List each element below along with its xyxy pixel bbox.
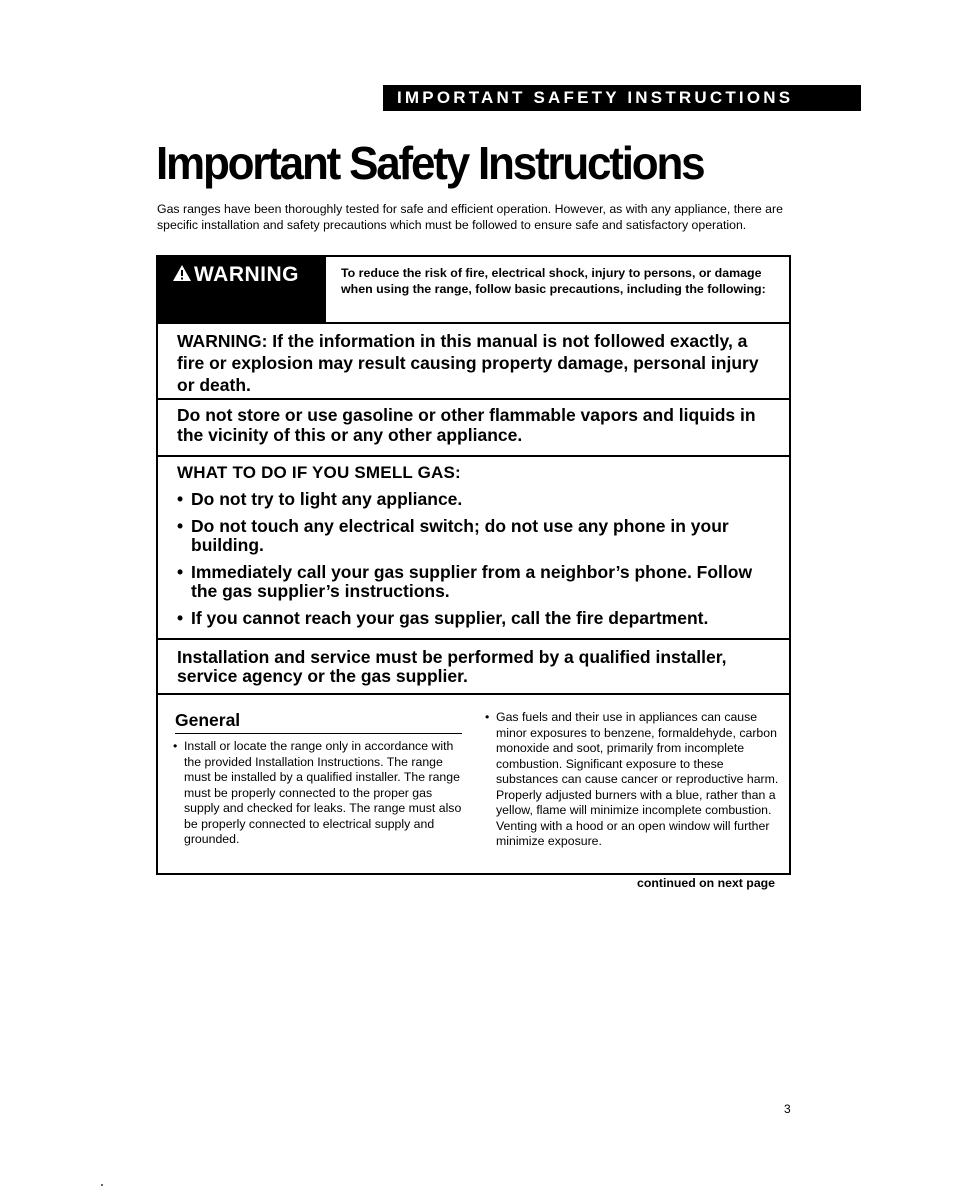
warning-intro: To reduce the risk of fire, electrical shock, injury to persons, or damage when using the range, follow basic precautions, including the following:	[341, 266, 766, 296]
list-item-text: Do not try to light any appliance.	[191, 489, 463, 509]
warning-triangle-icon	[172, 264, 192, 288]
page-number: 3	[784, 1102, 791, 1116]
installation-text: Installation and service must be performed by a qualified installer, service agency or the gas supplier.	[177, 647, 727, 686]
scan-speck	[101, 1184, 103, 1186]
list-item-text: Immediately call your gas supplier from a neighbor’s phone. Follow the gas supplier’s instructions.	[191, 562, 753, 601]
list-item-text: Install or locate the range only in accordance with the provided Installation Instructions. The range must be installed by a qualified installer. The range must be properly connected to the proper gas supply and checked for leaks. The range must also be properly connected to electrical supply and grounded.	[184, 739, 462, 846]
storage-warning-text: Do not store or use gasoline or other flammable vapors and liquids in the vicinity of this or any other appliance.	[177, 405, 756, 445]
gas-smell-list	[177, 490, 782, 636]
installation-section	[158, 638, 789, 693]
intro-paragraph: Gas ranges have been thoroughly tested for safe and efficient operation. However, as with any appliance, there are specific installation and safety precautions which must be followed to ensure safe and satisfactory operation.	[157, 202, 783, 232]
bullet-icon: •	[177, 489, 184, 509]
general-right-column	[485, 710, 783, 850]
bullet-icon: •	[177, 516, 184, 536]
list-item	[485, 710, 783, 850]
fire-warning-text: WARNING: If the information in this manual is not followed exactly, a fire or explosion may result causing property damage, personal injury or death.	[177, 331, 759, 395]
list-item-text: Do not touch any electrical switch; do not use any phone in your building.	[191, 516, 729, 555]
general-section	[158, 693, 789, 875]
list-item	[177, 517, 782, 555]
continued-note: continued on next page	[637, 876, 776, 890]
warning-box	[156, 255, 791, 875]
list-item	[177, 563, 782, 601]
fire-warning-section	[158, 322, 789, 398]
page-title: Important Safety Instructions	[156, 138, 704, 190]
general-left-column	[173, 739, 463, 848]
section-header-bar: IMPORTANT SAFETY INSTRUCTIONS	[383, 85, 861, 111]
gas-smell-section	[158, 455, 789, 638]
list-item	[173, 739, 463, 848]
storage-warning-section	[158, 398, 789, 455]
bullet-icon: •	[485, 710, 490, 724]
list-item	[177, 609, 782, 628]
general-heading-rule	[175, 733, 462, 734]
warning-header	[158, 257, 789, 322]
list-item-text: If you cannot reach your gas supplier, call the fire department.	[191, 608, 709, 628]
gas-smell-heading: WHAT TO DO IF YOU SMELL GAS:	[177, 463, 461, 482]
bullet-icon: •	[177, 608, 184, 628]
warning-label-text: WARNING	[194, 263, 299, 286]
warning-label	[158, 257, 326, 322]
list-item-text: Gas fuels and their use in appliances can cause minor exposures to benzene, formaldehyde, carbon monoxide and soot, primarily from incomplete combustion. Significant exposure to these substances can cause cancer or reproductive harm. Properly adjusted burners with a blue, rather than a yellow, flame will minimize incomplete combustion. Venting with a hood or an open window will further minimize exposure.	[496, 710, 779, 848]
bullet-icon: •	[173, 739, 178, 753]
general-heading: General	[175, 710, 241, 730]
bullet-icon: •	[177, 562, 184, 582]
list-item	[177, 490, 782, 509]
